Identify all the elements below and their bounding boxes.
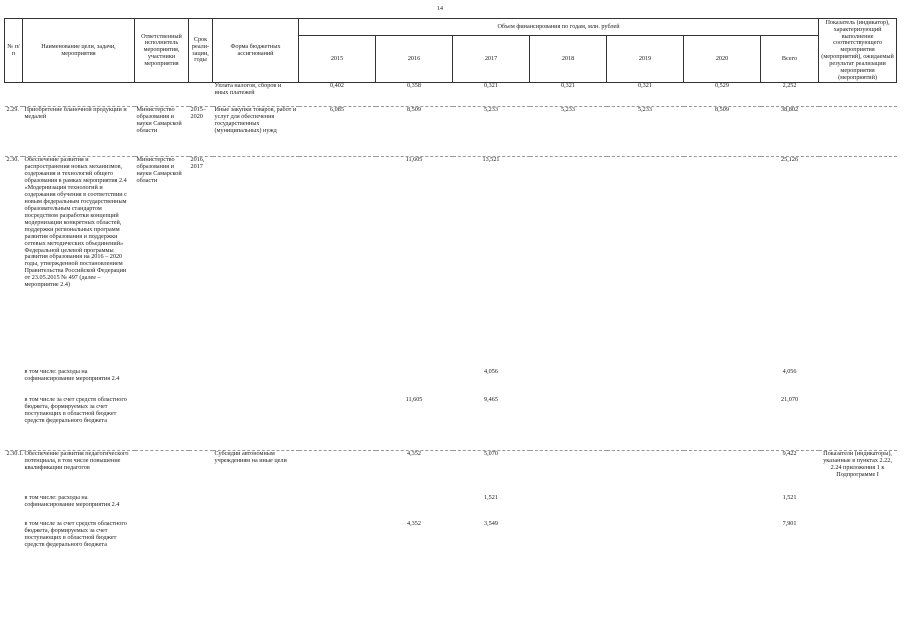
row-indicator bbox=[819, 495, 897, 521]
row-name bbox=[23, 83, 135, 107]
row-indicator bbox=[819, 157, 897, 369]
row-executor: Министерство образования и науки Самарской области bbox=[135, 107, 189, 157]
row-budget-form: Субсидии автономным учреждениям на иные цели bbox=[213, 451, 299, 495]
row-year-value: 5,233 bbox=[530, 107, 607, 157]
row-executor bbox=[135, 369, 189, 397]
row-term bbox=[189, 521, 213, 565]
row-budget-form bbox=[213, 521, 299, 565]
row-total-value: 25,126 bbox=[761, 157, 819, 369]
row-executor bbox=[135, 521, 189, 565]
row-year-value: 1,521 bbox=[484, 493, 498, 501]
row-budget-form bbox=[213, 495, 299, 521]
row-year-value bbox=[684, 521, 761, 565]
row-total-value: 4,056 bbox=[782, 367, 797, 375]
row-total-value: 21,070 bbox=[781, 395, 799, 403]
row-year-value: 9,465 bbox=[484, 395, 498, 403]
row-number bbox=[5, 369, 23, 397]
row-name: в том числе за счет средств областного бюджета, формируемых за счет поступающих в областной бюджет средств федерального бюджета bbox=[24, 395, 127, 424]
row-year-value bbox=[299, 495, 376, 521]
row-budget-form: Уплата налогов, сборов и иных платежей bbox=[214, 82, 282, 97]
row-year-value: 4,352 bbox=[376, 451, 453, 495]
row-year-value bbox=[299, 369, 376, 397]
row-year-value: 4,056 bbox=[484, 367, 498, 375]
row-budget-form bbox=[213, 369, 299, 397]
header-year: 2015 bbox=[299, 36, 376, 83]
row-term bbox=[189, 83, 213, 107]
row-number bbox=[5, 83, 23, 107]
row-executor bbox=[135, 397, 189, 451]
row-number: 2.29. bbox=[5, 107, 23, 157]
row-year-value bbox=[684, 451, 761, 495]
row-number: 2.30. bbox=[5, 157, 23, 369]
row-total-value: 9,422 bbox=[761, 451, 819, 495]
row-total-value: 2,252 bbox=[782, 82, 797, 90]
table-header bbox=[5, 19, 897, 83]
row-year-value bbox=[299, 521, 376, 565]
row-indicator: Показатели (индикаторы), указанные в пунктах 2.22, 2.24 приложения 1 к Подпрограмме I bbox=[819, 451, 897, 495]
row-year-value: 0,402 bbox=[330, 82, 344, 90]
row-year-value: 8,509 bbox=[376, 107, 453, 157]
row-number bbox=[5, 397, 23, 451]
table-row bbox=[5, 397, 897, 451]
header-name: Наименование цели, задачи, мероприятия bbox=[23, 19, 135, 83]
row-year-value: 8,509 bbox=[684, 107, 761, 157]
row-name: в том числе за счет средств областного бюджета, формируемых за счет поступающих в областной бюджет средств федерального бюджета bbox=[24, 519, 127, 548]
header-no: № п/п bbox=[5, 19, 23, 83]
row-name: Обеспечение развития педагогического потенциала, в том числе повышение квалификации педагогов bbox=[23, 451, 135, 495]
row-year-value bbox=[607, 369, 684, 397]
header-funding-group: Объем финансирования по годам, млн. рублей bbox=[299, 19, 819, 36]
table-row bbox=[5, 83, 897, 107]
row-year-value bbox=[684, 397, 761, 451]
row-executor bbox=[135, 83, 189, 107]
row-total-value: 1,521 bbox=[782, 493, 797, 501]
row-year-value bbox=[530, 157, 607, 369]
page-number: 14 bbox=[437, 6, 443, 12]
table-row bbox=[5, 107, 897, 157]
row-year-value bbox=[376, 495, 453, 521]
row-year-value: 13,521 bbox=[453, 157, 530, 369]
row-total-value: 7,901 bbox=[782, 519, 797, 527]
header-term: Срок реали-зации, годы bbox=[189, 19, 213, 83]
row-year-value bbox=[607, 397, 684, 451]
row-budget-form bbox=[213, 397, 299, 451]
row-year-value: 4,352 bbox=[407, 519, 421, 527]
row-indicator bbox=[819, 83, 897, 107]
row-name: в том числе: расходы на софинансирование мероприятия 2.4 bbox=[24, 367, 120, 382]
table-row bbox=[5, 157, 897, 369]
row-year-value: 5,070 bbox=[453, 451, 530, 495]
row-year-value: 0,358 bbox=[407, 82, 421, 90]
row-year-value: 3,549 bbox=[484, 519, 498, 527]
header-year: 2017 bbox=[453, 36, 530, 83]
row-year-value bbox=[684, 369, 761, 397]
row-budget-form bbox=[213, 157, 299, 369]
row-name: Обеспечение развития и распространения новых механизмов, содержания и технологий общего образования в рамках мероприятия 2.4 «Модернизация технологий и содержания обучения в соответствии с новым федеральным государственным образовательным стандартом посредством разработки концепций модернизации конкретных областей, поддержки региональных программ развития образования и поддержки сетевых методических объединений» Федеральной целевой программы развития образования на 2016 – 2020 годы, утвержденной постановлением Правительства Российской Федерации от 23.05.2015 № 497 (далее – мероприятие 2.4) bbox=[23, 157, 135, 369]
row-year-value bbox=[530, 451, 607, 495]
table-row bbox=[5, 521, 897, 565]
row-name: Приобретение бланочной продукции и медалей bbox=[23, 107, 135, 157]
table-row bbox=[5, 495, 897, 521]
row-number: 2.30.1. bbox=[5, 451, 23, 495]
row-indicator bbox=[819, 397, 897, 451]
row-term bbox=[189, 369, 213, 397]
row-year-value bbox=[299, 397, 376, 451]
row-year-value: 5,233 bbox=[607, 107, 684, 157]
row-year-value bbox=[376, 369, 453, 397]
row-budget-form: Иные закупки товаров, работ и услуг для обеспечения государственных (муниципальных) нужд bbox=[213, 107, 299, 157]
row-indicator bbox=[819, 107, 897, 157]
row-year-value bbox=[530, 397, 607, 451]
row-total-value: 38,802 bbox=[761, 107, 819, 157]
header-indicator: Показатель (индикатор), характеризующий выполнение соответствующего мероприятия (мероприятий), ожидаемый результат реализации мероприятия (мероприятий) bbox=[819, 19, 897, 83]
row-number bbox=[5, 521, 23, 565]
header-year: 2019 bbox=[607, 36, 684, 83]
row-year-value bbox=[607, 521, 684, 565]
row-year-value: 0,321 bbox=[638, 82, 652, 90]
row-term bbox=[189, 397, 213, 451]
row-year-value: 0,529 bbox=[715, 82, 729, 90]
row-year-value: 11,605 bbox=[405, 395, 423, 403]
header-year: 2016 bbox=[376, 36, 453, 83]
row-term: 2015–2020 bbox=[189, 107, 213, 157]
header-executor: Ответственный исполнитель мероприятия, участники мероприятия bbox=[135, 19, 189, 83]
table-body bbox=[5, 83, 897, 565]
header-year: 2018 bbox=[530, 36, 607, 83]
row-year-value bbox=[607, 451, 684, 495]
row-indicator bbox=[819, 369, 897, 397]
row-year-value bbox=[607, 157, 684, 369]
row-year-value bbox=[530, 495, 607, 521]
row-term bbox=[189, 495, 213, 521]
row-number bbox=[5, 495, 23, 521]
row-year-value: 0,321 bbox=[561, 82, 575, 90]
row-name: в том числе: расходы на софинансирование мероприятия 2.4 bbox=[24, 493, 120, 508]
table-row bbox=[5, 369, 897, 397]
table-row bbox=[5, 451, 897, 495]
row-year-value bbox=[684, 157, 761, 369]
budget-table bbox=[4, 18, 897, 565]
row-term bbox=[189, 451, 213, 495]
row-year-value bbox=[607, 495, 684, 521]
row-executor: Министерство образования и науки Самарской области bbox=[135, 157, 189, 369]
row-year-value: 5,233 bbox=[453, 107, 530, 157]
row-term: 2016, 2017 bbox=[189, 157, 213, 369]
row-executor bbox=[135, 451, 189, 495]
row-year-value: 0,321 bbox=[484, 82, 498, 90]
row-executor bbox=[135, 495, 189, 521]
row-year-value bbox=[684, 495, 761, 521]
row-year-value: 11,605 bbox=[376, 157, 453, 369]
header-year: 2020 bbox=[684, 36, 761, 83]
row-indicator bbox=[819, 521, 897, 565]
row-year-value bbox=[299, 451, 376, 495]
row-year-value bbox=[299, 157, 376, 369]
row-year-value bbox=[530, 521, 607, 565]
header-total: Всего bbox=[761, 36, 819, 83]
row-year-value: 6,085 bbox=[299, 107, 376, 157]
row-year-value bbox=[530, 369, 607, 397]
header-form: Форма бюджетных ассигнований bbox=[213, 19, 299, 83]
